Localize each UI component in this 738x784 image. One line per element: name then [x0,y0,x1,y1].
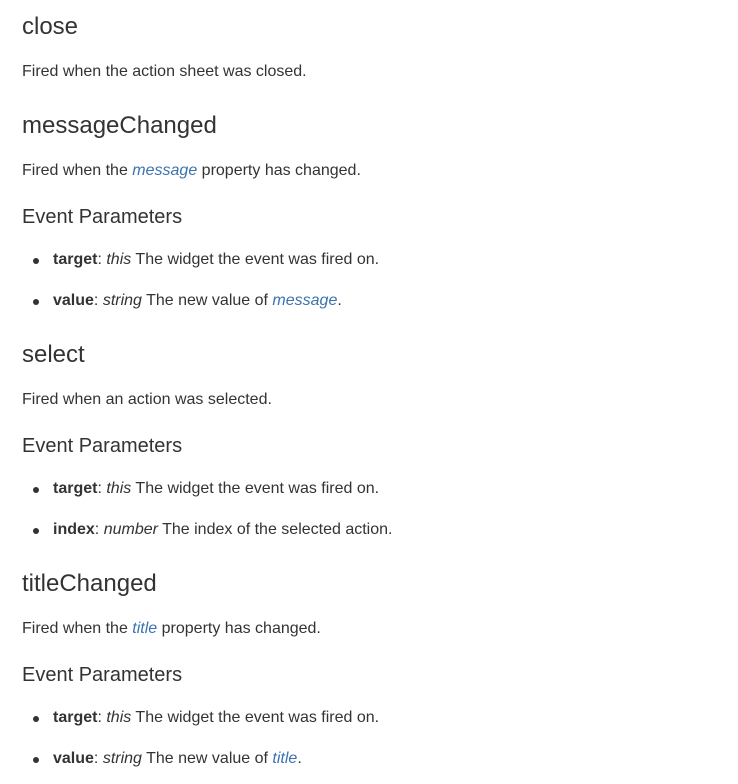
event-description-select: Fired when an action was selected. [22,391,272,408]
message-property-link[interactable]: message [272,292,338,309]
param-description: The new value of [146,292,268,309]
param-type: string [102,292,142,309]
event-title-titlechanged: titleChanged [22,570,157,597]
param-type: this [106,480,132,497]
param-list-item: target: this The widget the event was fired on. [22,249,379,271]
param-description: The index of the selected action. [162,521,393,538]
param-type: number [103,521,158,538]
event-parameters-heading: Event Parameters [22,435,183,457]
param-list-item: index: number The index of the selected action. [22,519,392,541]
event-title-messagechanged: messageChanged [22,112,217,139]
param-type: this [106,251,132,268]
param-type: this [106,709,132,726]
param-name: target [53,480,98,497]
event-description-messagechanged: Fired when the message property has changed. [22,162,361,179]
param-list-item: target: this The widget the event was fired on. [22,478,379,500]
param-list-item: target: this The widget the event was fired on. [22,707,379,729]
param-description: The widget the event was fired on. [135,709,380,726]
param-description: The new value of [146,750,268,767]
title-property-link[interactable]: title [272,750,298,767]
bullet-icon [33,487,39,493]
param-name: index [53,521,95,538]
bullet-icon [33,716,39,722]
bullet-icon [33,528,39,534]
message-property-link[interactable]: message [132,162,198,179]
event-title-close: close [22,13,79,40]
bullet-icon [33,258,39,264]
title-property-link[interactable]: title [132,620,158,637]
param-list-item: value: string The new value of title. [22,748,302,770]
event-parameters-heading: Event Parameters [22,664,183,686]
bullet-icon [33,299,39,305]
param-description: The widget the event was fired on. [135,480,380,497]
param-name: target [53,251,98,268]
event-description-close: Fired when the action sheet was closed. [22,63,307,80]
param-name: target [53,709,98,726]
event-title-select: select [22,341,85,368]
bullet-icon [33,757,39,763]
param-list-item: value: string The new value of message. [22,290,342,312]
event-parameters-heading: Event Parameters [22,206,183,228]
param-name: value [53,750,94,767]
param-name: value [53,292,94,309]
param-type: string [102,750,142,767]
param-description: The widget the event was fired on. [135,251,380,268]
event-description-titlechanged: Fired when the title property has changed. [22,620,321,637]
